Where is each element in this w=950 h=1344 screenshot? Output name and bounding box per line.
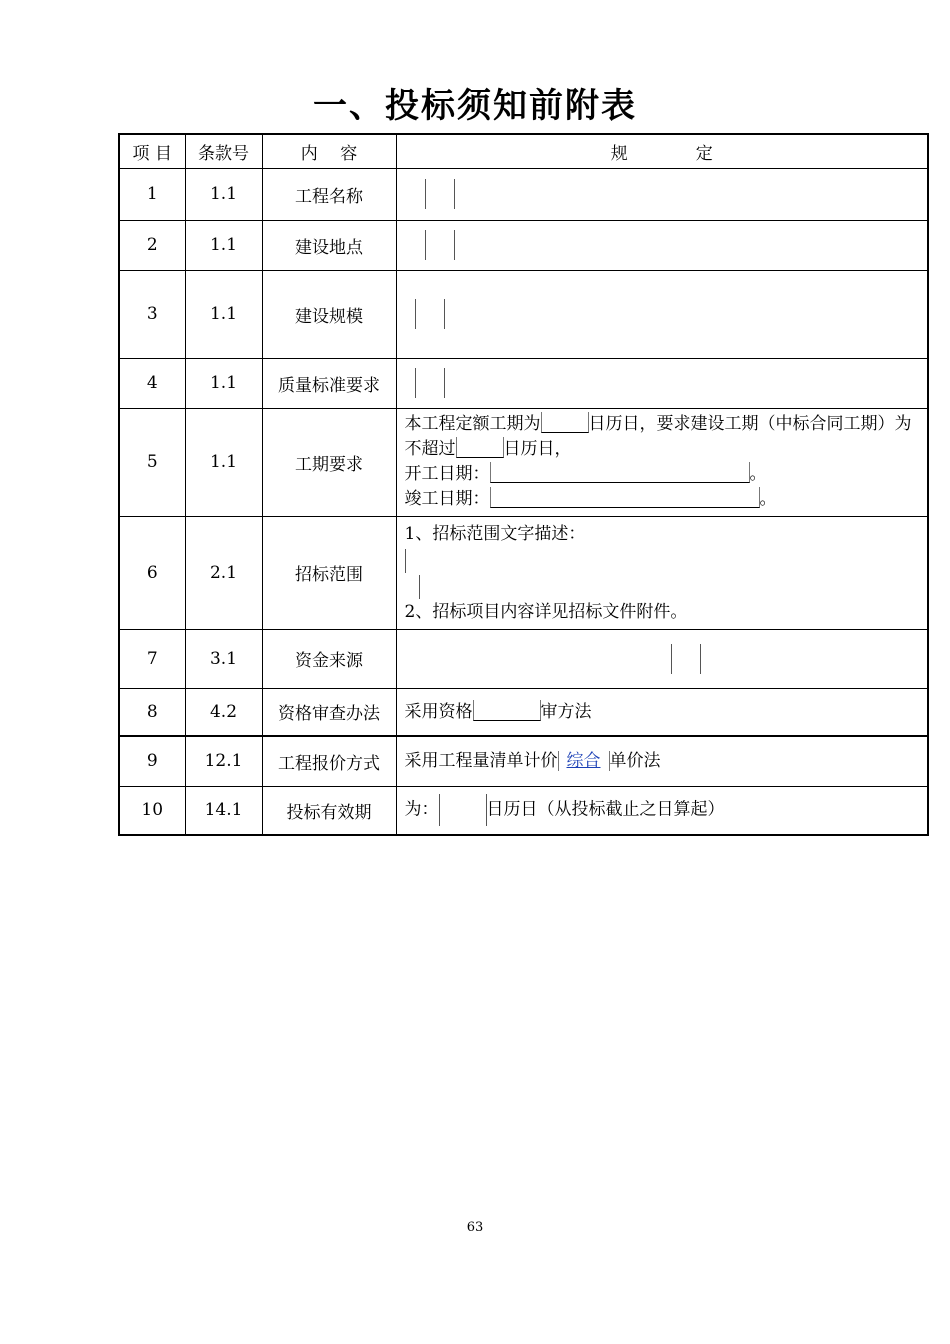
page-number: 63 xyxy=(466,1220,484,1235)
row-content: 招标范围 xyxy=(262,516,396,629)
row-clause: 2.1 xyxy=(185,516,262,629)
row-spec-project-name xyxy=(396,168,928,220)
row-clause: 1.1 xyxy=(185,168,262,220)
row-content: 建设地点 xyxy=(262,220,396,270)
input-field-marker[interactable] xyxy=(439,794,440,826)
pricing-text-a: 采用工程量清单计价 xyxy=(404,751,558,772)
schedule-text-b: 日历日，要求建设工期（中标合同工期）为不超过 xyxy=(404,414,912,459)
pricing-method-link[interactable]: 综合 xyxy=(558,751,610,771)
table-row xyxy=(119,786,928,835)
row-no: 10 xyxy=(119,786,185,835)
table-row xyxy=(119,270,928,358)
input-field-marker[interactable] xyxy=(454,179,455,209)
row-no: 8 xyxy=(119,688,185,736)
row-content: 工期要求 xyxy=(262,408,396,516)
row-no: 4 xyxy=(119,358,185,408)
input-field-marker[interactable] xyxy=(419,575,420,599)
table-header-row xyxy=(119,134,928,168)
row-spec-schedule xyxy=(396,408,928,516)
qualification-method-field[interactable] xyxy=(473,700,541,721)
row-no: 7 xyxy=(119,629,185,688)
start-date-field[interactable] xyxy=(490,462,750,483)
input-field-marker[interactable] xyxy=(415,368,416,398)
row-spec-pricing xyxy=(396,736,928,786)
row-spec-scope xyxy=(396,516,928,629)
row-content: 资金来源 xyxy=(262,629,396,688)
bid-notice-table xyxy=(118,133,929,836)
row-clause: 1.1 xyxy=(185,220,262,270)
row-no: 1 xyxy=(119,168,185,220)
row-content: 质量标准要求 xyxy=(262,358,396,408)
row-content: 资格审查办法 xyxy=(262,688,396,736)
table-row xyxy=(119,736,928,786)
row-spec-quality xyxy=(396,358,928,408)
row-content: 工程名称 xyxy=(262,168,396,220)
table-row xyxy=(119,516,928,629)
table-row xyxy=(119,220,928,270)
validity-text-a: 为： xyxy=(404,799,439,820)
row-content: 投标有效期 xyxy=(262,786,396,835)
schedule-text-a: 本工程定额工期为 xyxy=(404,414,541,434)
header-item: 项 目 xyxy=(119,134,185,168)
row-clause: 1.1 xyxy=(185,408,262,516)
quota-days-field[interactable] xyxy=(541,412,589,433)
end-date-field[interactable] xyxy=(490,487,760,508)
input-field-marker[interactable] xyxy=(415,299,416,329)
scope-line-2: 2、招标项目内容详见招标文件附件。 xyxy=(404,601,688,622)
input-field-marker[interactable] xyxy=(454,230,455,260)
input-field-marker[interactable] xyxy=(444,299,445,329)
qualification-text-b: 审方法 xyxy=(540,701,592,722)
table-row xyxy=(119,408,928,516)
header-clause: 条款号 xyxy=(185,134,262,168)
table-row xyxy=(119,168,928,220)
schedule-text-c: 日历日， xyxy=(503,439,572,459)
row-clause: 1.1 xyxy=(185,358,262,408)
start-date-period: 。 xyxy=(749,464,767,484)
page-title: 一、投标须知前附表 xyxy=(313,86,637,126)
pricing-text-b: 单价法 xyxy=(609,751,661,772)
table-row xyxy=(119,358,928,408)
qualification-text-a: 采用资格 xyxy=(404,701,473,722)
row-no: 5 xyxy=(119,408,185,516)
end-date-label: 竣工日期： xyxy=(404,489,490,509)
validity-text-b: 日历日（从投标截止之日算起） xyxy=(486,799,725,820)
row-spec-validity xyxy=(396,786,928,835)
row-no: 6 xyxy=(119,516,185,629)
input-field-marker[interactable] xyxy=(444,368,445,398)
row-spec-funding xyxy=(396,629,928,688)
start-date-label: 开工日期： xyxy=(404,464,490,484)
end-date-period: 。 xyxy=(759,489,777,509)
row-spec-scale xyxy=(396,270,928,358)
scope-line-1: 1、招标范围文字描述： xyxy=(404,523,586,544)
input-field-marker[interactable] xyxy=(671,644,672,674)
row-content: 工程报价方式 xyxy=(262,736,396,786)
table-row xyxy=(119,629,928,688)
max-days-field[interactable] xyxy=(456,437,504,458)
header-content: 内 容 xyxy=(262,134,396,168)
input-field-marker[interactable] xyxy=(425,179,426,209)
row-content: 建设规模 xyxy=(262,270,396,358)
row-spec-qualification xyxy=(396,688,928,736)
input-field-marker[interactable] xyxy=(405,549,406,573)
row-spec-location xyxy=(396,220,928,270)
row-clause: 3.1 xyxy=(185,629,262,688)
row-clause: 1.1 xyxy=(185,270,262,358)
table-row xyxy=(119,688,928,736)
input-field-marker[interactable] xyxy=(425,230,426,260)
row-no: 9 xyxy=(119,736,185,786)
input-field-marker[interactable] xyxy=(700,644,701,674)
header-rule: 规 定 xyxy=(396,134,928,168)
row-clause: 4.2 xyxy=(185,688,262,736)
row-no: 2 xyxy=(119,220,185,270)
row-clause: 12.1 xyxy=(185,736,262,786)
row-no: 3 xyxy=(119,270,185,358)
row-clause: 14.1 xyxy=(185,786,262,835)
